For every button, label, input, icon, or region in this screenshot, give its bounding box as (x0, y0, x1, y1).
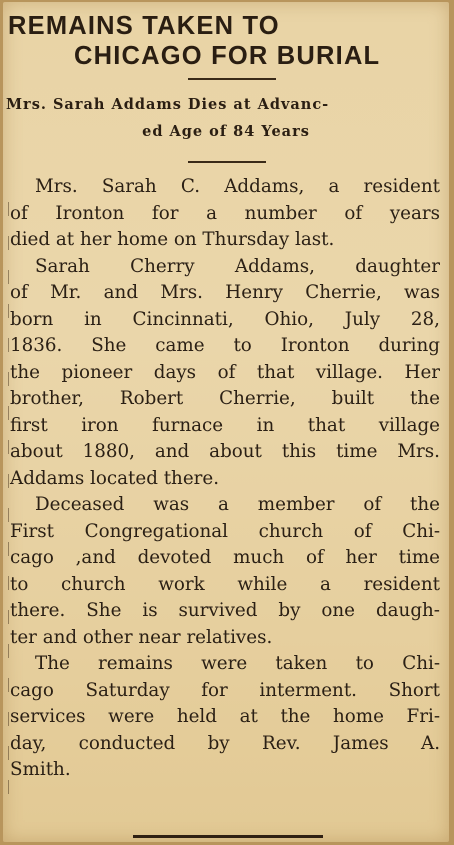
body-line: Smith. (10, 759, 71, 780)
body-line: services were held at the home Fri- (10, 706, 440, 727)
headline-line-1: REMAINS TAKEN TO (8, 12, 280, 40)
body-line: died at her home on Thursday last. (10, 229, 335, 250)
subhead-divider (188, 161, 266, 163)
body-line: the pioneer days of that village. Her (10, 361, 440, 383)
body-line: born in Cincinnati, Ohio, July 28, (10, 308, 440, 330)
paper-edge-marks (8, 202, 9, 802)
article-body (10, 174, 440, 784)
body-line: brother, Robert Cherrie, built the (10, 388, 440, 409)
subhead-line-1: Mrs. Sarah Addams Dies at Advanc- (6, 96, 330, 113)
body-line: Mrs. Sarah C. Addams, a resident (35, 176, 440, 197)
body-line: cago ,and devoted much of her time (10, 547, 440, 568)
body-line: of Ironton for a number of years (10, 202, 440, 224)
headline-divider (188, 78, 276, 80)
body-line: Sarah Cherry Addams, daughter (35, 255, 440, 277)
body-line: Addams located there. (10, 467, 220, 489)
body-line: cago Saturday for interment. Short (10, 679, 440, 701)
body-line: ter and other near relatives. (10, 626, 273, 648)
body-line: First Congregational church of Chi- (10, 520, 440, 542)
subhead-line-2: ed Age of 84 Years (142, 123, 310, 140)
body-line: there. She is survived by one daugh- (10, 600, 440, 621)
newspaper-clipping (3, 2, 449, 842)
bottom-divider (133, 835, 323, 838)
body-line: about 1880, and about this time Mrs. (10, 441, 440, 462)
headline-line-2: CHICAGO FOR BURIAL (74, 42, 381, 70)
body-line: day, conducted by Rev. James A. (10, 732, 440, 754)
body-line: of Mr. and Mrs. Henry Cherrie, was (10, 282, 440, 303)
body-line: to church work while a resident (10, 573, 440, 595)
body-line: Deceased was a member of the (35, 494, 440, 515)
body-line: The remains were taken to Chi- (35, 653, 440, 674)
body-line: first iron furnace in that village (10, 414, 440, 436)
body-line: 1836. She came to Ironton during (10, 335, 440, 356)
